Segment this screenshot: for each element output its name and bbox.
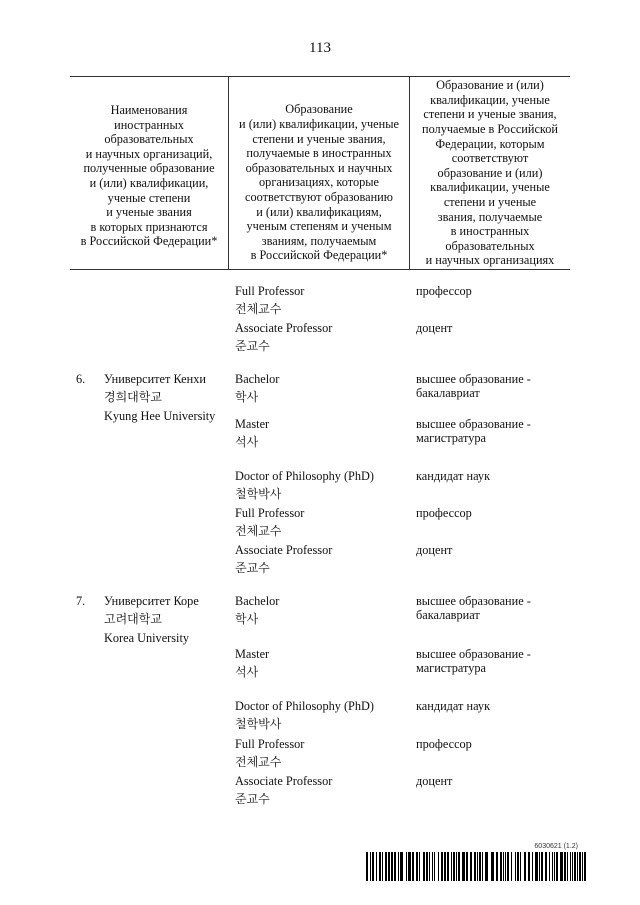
barcode-bar bbox=[567, 852, 568, 881]
barcode-bar bbox=[372, 852, 374, 881]
degree-en: Bachelor bbox=[235, 372, 280, 386]
equivalent: бакалавриат bbox=[416, 608, 480, 622]
barcode-bar bbox=[556, 852, 558, 881]
equivalent: профессор bbox=[416, 284, 472, 298]
degree-ko: 전체교수 bbox=[235, 302, 282, 316]
barcode-bar bbox=[470, 852, 472, 881]
barcode-bar bbox=[500, 852, 502, 881]
barcode-bar bbox=[491, 852, 494, 881]
degree-en: Doctor of Philosophy (PhD) bbox=[235, 699, 375, 713]
equivalent: кандидат наук bbox=[416, 469, 491, 483]
degree-en: Full Professor bbox=[235, 284, 305, 298]
equivalent: высшее образование - bbox=[416, 372, 531, 386]
barcode-bar bbox=[441, 852, 443, 881]
degree-ko: 학사 bbox=[235, 612, 259, 626]
org-name-ko: 경희대학교 bbox=[104, 390, 162, 404]
header-col-russian-equivalents bbox=[410, 76, 570, 269]
entry-number: 6. bbox=[76, 372, 86, 386]
equivalent: доцент bbox=[416, 543, 453, 557]
barcode-bar bbox=[479, 852, 481, 881]
barcode-bar bbox=[366, 852, 368, 881]
barcode-bar bbox=[388, 852, 390, 881]
barcode-bar bbox=[429, 852, 430, 881]
barcode-bar bbox=[376, 852, 377, 881]
barcode-bar bbox=[432, 852, 433, 881]
barcode-bar bbox=[462, 852, 465, 881]
barcode-bar bbox=[406, 852, 407, 881]
barcode-bar bbox=[451, 852, 452, 881]
barcode-bar bbox=[485, 852, 488, 881]
header-col-organizations-text: Наименования иностранных образовательных и научных организаций, полученные образование и (или) квалификации, ученые степени и ученые звания в которых признаются в Российской Федерации* bbox=[80, 103, 218, 249]
barcode-bar bbox=[458, 852, 460, 881]
equivalent: профессор bbox=[416, 506, 472, 520]
barcode-bar bbox=[574, 852, 576, 881]
barcode-bar bbox=[582, 852, 583, 881]
barcode-block bbox=[366, 843, 588, 881]
barcode-bar bbox=[549, 852, 550, 881]
barcode-bar bbox=[528, 852, 530, 881]
barcode-bar bbox=[507, 852, 509, 881]
degree-en: Full Professor bbox=[235, 506, 305, 520]
barcode-bar bbox=[560, 852, 563, 881]
equivalent: бакалавриат bbox=[416, 386, 480, 400]
barcode-bar bbox=[391, 852, 393, 881]
barcode-bar bbox=[584, 852, 586, 881]
header-bottom-rule bbox=[70, 269, 570, 270]
barcode-bar bbox=[520, 852, 521, 881]
barcode-bar bbox=[370, 852, 371, 881]
barcode-bar bbox=[554, 852, 555, 881]
barcode-bar bbox=[564, 852, 566, 881]
barcode-bar bbox=[552, 852, 553, 881]
equivalent: магистратура bbox=[416, 431, 487, 445]
barcode-bar bbox=[517, 852, 519, 881]
barcode-bar bbox=[577, 852, 578, 881]
barcode-bar bbox=[416, 852, 418, 881]
degree-ko: 준교수 bbox=[235, 561, 270, 575]
header-col-foreign-degrees-text: Образование и (или) квалификации, ученые степени и ученые звания, получаемые в иностранных образовательных и научных организациях, которые соответствуют образованию и (или) квалификациям, ученым степеням и ученым званиям, получаемым в Российской Федерации* bbox=[239, 102, 399, 263]
barcode-bar bbox=[456, 852, 457, 881]
barcode-bar bbox=[444, 852, 446, 881]
barcode-bar bbox=[400, 852, 403, 881]
degree-ko: 석사 bbox=[235, 435, 259, 449]
degree-en: Bachelor bbox=[235, 594, 280, 608]
barcode-bar bbox=[532, 852, 533, 881]
barcode-bar bbox=[398, 852, 399, 881]
degree-ko: 전체교수 bbox=[235, 755, 282, 769]
barcode-bar bbox=[477, 852, 478, 881]
org-name-en: Kyung Hee University bbox=[104, 409, 216, 423]
degree-en: Full Professor bbox=[235, 737, 305, 751]
header-col-organizations bbox=[70, 76, 228, 269]
org-name-en: Korea University bbox=[104, 631, 190, 645]
barcode-bar bbox=[394, 852, 396, 881]
degree-en: Associate Professor bbox=[235, 321, 333, 335]
barcode-bar bbox=[545, 852, 547, 881]
degree-en: Master bbox=[235, 647, 270, 661]
barcode-bar bbox=[572, 852, 573, 881]
barcode-bar bbox=[482, 852, 483, 881]
org-name-ru: Университет Коре bbox=[104, 594, 199, 608]
degree-ko: 철학박사 bbox=[235, 717, 282, 731]
barcode-bar bbox=[453, 852, 455, 881]
equivalent: доцент bbox=[416, 774, 453, 788]
degree-ko: 전체교수 bbox=[235, 524, 282, 538]
barcode-bar bbox=[505, 852, 506, 881]
barcode-bar bbox=[382, 852, 383, 881]
degree-en: Associate Professor bbox=[235, 774, 333, 788]
org-name-ru: Университет Кенхи bbox=[104, 372, 206, 386]
barcode-bar bbox=[579, 852, 581, 881]
barcode-bar bbox=[474, 852, 476, 881]
degree-ko: 석사 bbox=[235, 665, 259, 679]
barcode-bar bbox=[419, 852, 420, 881]
header-col-foreign-degrees bbox=[229, 76, 409, 269]
degree-en: Master bbox=[235, 417, 270, 431]
header-col-russian-equivalents-text: Образование и (или) квалификации, ученые степени и ученые звания, получаемые в Российской Федерации, которым соответствуют образование и (или) квалификации, ученые степени и ученые звания, получаемые в иностранных образовательных и научных организациях bbox=[421, 78, 558, 268]
barcode-bar bbox=[385, 852, 387, 881]
org-name-ko: 고려대학교 bbox=[104, 612, 162, 626]
degree-ko: 학사 bbox=[235, 390, 259, 404]
equivalent: высшее образование - bbox=[416, 594, 531, 608]
barcode-bar bbox=[539, 852, 540, 881]
barcode-bar bbox=[423, 852, 425, 881]
equivalent: магистратура bbox=[416, 661, 487, 675]
barcode-bar bbox=[535, 852, 538, 881]
degree-ko: 철학박사 bbox=[235, 487, 282, 501]
equivalent: высшее образование - bbox=[416, 647, 531, 661]
barcode-bar bbox=[438, 852, 439, 881]
barcode-bar bbox=[447, 852, 449, 881]
degree-en: Associate Professor bbox=[235, 543, 333, 557]
equivalent: кандидат наук bbox=[416, 699, 491, 713]
equivalent: высшее образование - bbox=[416, 417, 531, 431]
degree-ko: 준교수 bbox=[235, 792, 270, 806]
equivalent: профессор bbox=[416, 737, 472, 751]
page-number: 113 bbox=[309, 40, 331, 56]
barcode-bar bbox=[466, 852, 468, 881]
barcode-bar bbox=[515, 852, 516, 881]
barcode-bar bbox=[496, 852, 498, 881]
barcode-bar bbox=[408, 852, 411, 881]
equivalent: доцент bbox=[416, 321, 453, 335]
barcode-bar bbox=[426, 852, 428, 881]
barcode-bar bbox=[524, 852, 526, 881]
degree-ko: 준교수 bbox=[235, 339, 270, 353]
barcode-bar bbox=[570, 852, 571, 881]
barcode-icon bbox=[366, 852, 588, 881]
barcode-bar bbox=[541, 852, 543, 881]
barcode-code: 6030621 (1.2) bbox=[534, 843, 578, 850]
degree-en: Doctor of Philosophy (PhD) bbox=[235, 469, 375, 483]
barcode-bar bbox=[434, 852, 435, 881]
barcode-bar bbox=[511, 852, 512, 881]
barcode-bar bbox=[503, 852, 504, 881]
barcode-bar bbox=[379, 852, 381, 881]
entry-number: 7. bbox=[76, 594, 86, 608]
barcode-bar bbox=[412, 852, 414, 881]
